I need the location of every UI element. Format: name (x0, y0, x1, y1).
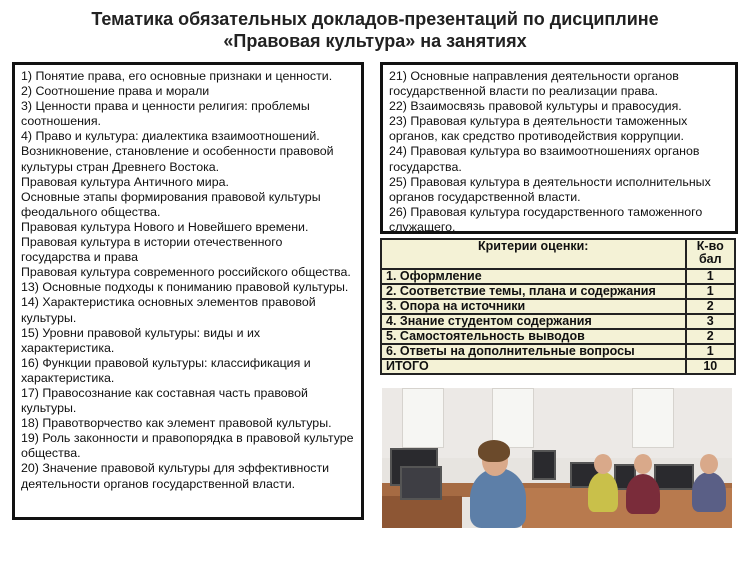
photo-monitor (654, 464, 694, 490)
photo-monitor (400, 466, 442, 500)
criteria-header-row (381, 239, 735, 269)
criteria-row (381, 314, 735, 329)
criteria-points: 2 (686, 329, 735, 344)
topic-item: 26) Правовая культура государственного таможенного служащего. (389, 204, 703, 234)
criteria-table (380, 238, 736, 375)
topic-item: Возникновение, становление и особенности правовой культуры стран Древнего Востока. (21, 144, 334, 174)
page-title (0, 8, 750, 52)
photo-student (692, 472, 726, 512)
topic-item: 24) Правовая культура во взаимоотношениях органов государства. (389, 144, 700, 174)
criteria-row (381, 269, 735, 284)
photo-student-head (594, 454, 612, 474)
criteria-label: 5. Самостоятельность выводов (381, 329, 686, 344)
criteria-points: 3 (686, 314, 735, 329)
topic-item: 19) Роль законности и правопорядка в правовой культуре общества. (21, 431, 354, 461)
criteria-row (381, 359, 735, 374)
topic-item: 2) Соотношение права и морали (21, 84, 210, 99)
criteria-points: 1 (686, 344, 735, 359)
topic-item: 22) Взаимосвязь правовой культуры и правосудия. (389, 99, 682, 114)
criteria-label: 4. Знание студентом содержания (381, 314, 686, 329)
topic-item: 14) Характеристика основных элементов правовой культуры. (21, 295, 316, 325)
photo-student (588, 472, 618, 512)
topic-item: 3) Ценности права и ценности религия: проблемы соотношения. (21, 99, 310, 129)
criteria-label: 6. Ответы на дополнительные вопросы (381, 344, 686, 359)
topic-item: 1) Понятие права, его основные признаки и ценности. (21, 69, 333, 83)
criteria-label: 1. Оформление (381, 269, 686, 284)
photo-student-head (634, 454, 652, 474)
criteria-label: 3. Опора на источники (381, 299, 686, 314)
topic-item: Основные этапы формирования правовой культуры феодального общества. (21, 189, 321, 219)
criteria-header-label: Критерии оценки: (381, 239, 686, 269)
criteria-points: 1 (686, 269, 735, 284)
topic-item: 20) Значение правовой культуры для эффективности деятельности органов государственной власти. (21, 461, 330, 491)
topic-item: 18) Правотворчество как элемент правовой культуры. (21, 416, 332, 431)
topic-item: 21) Основные направления деятельности органов государственной власти по реализации права. (389, 69, 679, 99)
topic-item: Правовая культура современного российского общества. (21, 265, 351, 280)
criteria-points: 10 (686, 359, 735, 374)
criteria-label: ИТОГО (381, 359, 686, 374)
topics-list-left (12, 62, 364, 520)
criteria-points: 2 (686, 299, 735, 314)
topic-item: Правовая культура Нового и Новейшего времени. (21, 219, 309, 234)
photo-student-hair (478, 440, 510, 462)
criteria-label: 2. Соответствие темы, плана и содержания (381, 284, 686, 299)
topic-item: 15) Уровни правовой культуры: виды и их характеристика. (21, 325, 261, 355)
criteria-points: 1 (686, 284, 735, 299)
criteria-row (381, 344, 735, 359)
topic-item: 13) Основные подходы к пониманию правовой культуры. (21, 280, 349, 295)
criteria-row (381, 299, 735, 314)
criteria-row (381, 329, 735, 344)
photo-window (632, 388, 674, 448)
criteria-row (381, 284, 735, 299)
criteria-header-points: К-во бал (686, 239, 735, 269)
photo-window (492, 388, 534, 448)
topic-item: 25) Правовая культура в деятельности исполнительных органов государственной власти. (389, 174, 711, 204)
photo-window (402, 388, 444, 448)
topic-item: 23) Правовая культура в деятельности таможенных органов, как средство противодействия коррупции. (389, 114, 688, 144)
title-line-2: «Правовая культура» на занятиях (223, 31, 527, 51)
topics-list-right (380, 62, 738, 234)
topic-item: 17) Правосознание как составная часть правовой культуры. (21, 385, 308, 416)
classroom-photo (382, 388, 732, 528)
photo-student (626, 474, 660, 514)
photo-desk (382, 496, 462, 528)
photo-student-head (700, 454, 718, 474)
topic-item: 4) Право и культура: диалектика взаимоотношений. (21, 129, 320, 144)
photo-monitor (532, 450, 556, 480)
photo-student (470, 468, 526, 528)
topic-item: 16) Функции правовой культуры: классификация и характеристика. (21, 355, 311, 385)
topic-item: Правовая культура Античного мира. (21, 174, 229, 189)
title-line-1: Тематика обязательных докладов-презентаций по дисциплине (91, 9, 659, 29)
topic-item: Правовая культура в истории отечественного государства и права (21, 235, 283, 265)
